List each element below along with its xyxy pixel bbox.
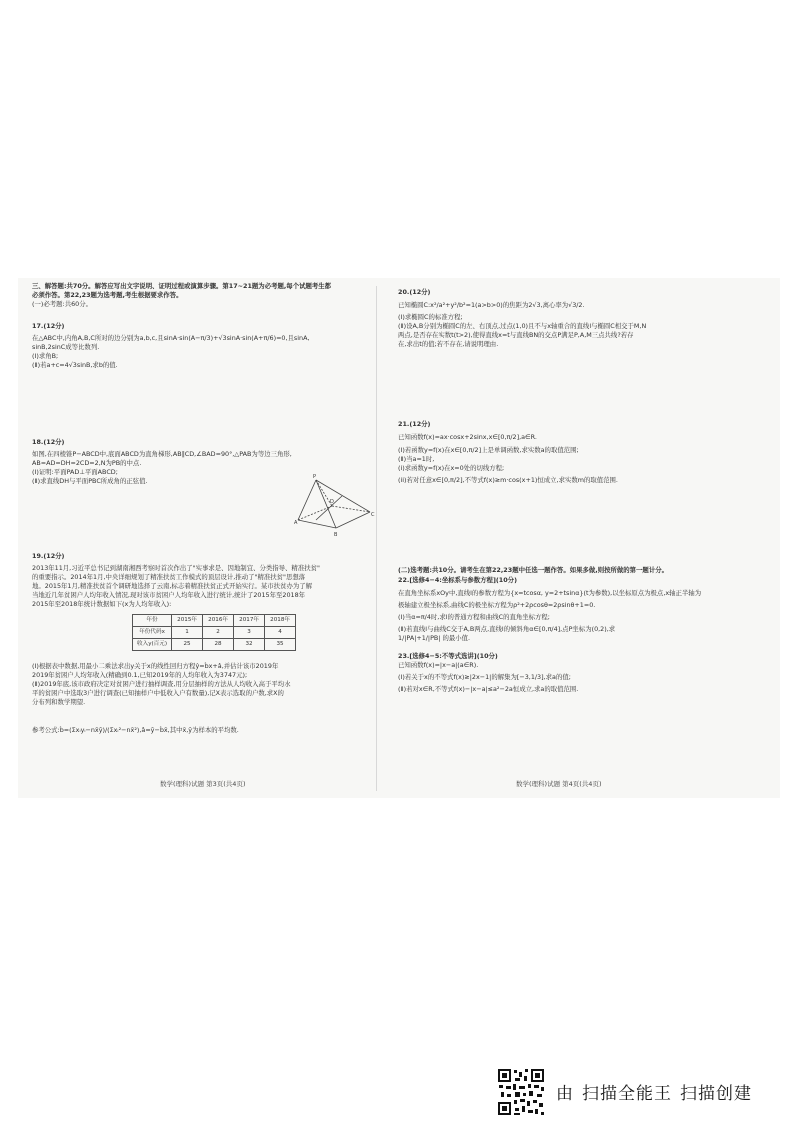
svg-text:A: A bbox=[294, 520, 298, 526]
qr-code-icon bbox=[497, 1068, 545, 1116]
question-23: 23.[选修4−5:不等式选讲](10分) 已知函数f(x)=|x−a|(a∈R). (Ⅰ)若关于x的不等式f(x)≥|2x−1|的解集为[−3,1/3],求a的值; (Ⅱ)若对x∈R,不等式f(x)−|x−a|≤a²−2a恒成立,求a的取值范围. bbox=[398, 652, 579, 693]
optional-heading: (二)选考题:共10分。请考生在第22,23题中任选一题作答。如果多做,则按所做的第一题计分。 bbox=[398, 566, 668, 574]
question-19-parts: (Ⅰ)根据表中数据,用最小二乘法求出y关于x的线性回归方程ŷ=b̂x+â,并估计该市2019年 2019年贫困户人均年收入(精确到0.1,已知2019年的人均年收入为3747元); (Ⅱ)2019年底,该市政府决定对贫困户进行抽样调查,用分层抽样的方法从人均收入高于平均水 平的贫困户中选取3户进行调查(已知抽样户中低收入户有数量),记X表示选取的户数,求X的 分布列和数学期望. bbox=[32, 662, 291, 706]
question-20: 20.(12分) 已知椭圆C:x²/a²+y²/b²=1(a>b>0)的焦距为2√3,离心率为√3/2. (Ⅰ)求椭圆C的标准方程; (Ⅱ)设A,B分别为椭圆C的左、右顶点,过点(1,0)且不与x轴重合的直线l与椭圆C相交于M,N 两点,是否存在实数t(t>2),使得直线x=t与直线BN的交点P满足P,A,M三点共线?若存 在,求出t的值;若不存在,请说明理由. bbox=[398, 288, 647, 348]
income-table bbox=[132, 614, 296, 651]
scanned-exam-sheet bbox=[18, 278, 780, 798]
question-22: 22.[选修4−4:坐标系与参数方程](10分) 在直角坐标系xOy中,直线l的参数方程为{x=tcosα, y=2+tsinα}(t为参数),以坐标原点为极点,x轴正半轴为 极轴建立极坐标系,曲线C的极坐标方程为ρ²+2ρcosθ=2ρsinθ+1=0. (Ⅰ)当α=π/4时,求l的普通方程和曲线C的直角坐标方程; (Ⅱ)若直线l与曲线C交于A,B两点,直线l的倾斜角α∈[0,π/4],点P坐标为(0,2),求 1/|PA|+1/|PB| 的最小值. bbox=[398, 576, 702, 642]
svg-text:C: C bbox=[371, 512, 375, 518]
svg-text:D: D bbox=[330, 499, 334, 505]
svg-text:B: B bbox=[334, 532, 338, 538]
table-row: 收入y(百元) 25 28 32 35 bbox=[133, 639, 296, 651]
question-21: 21.(12分) 已知函数f(x)=ax·cosx+2sinx,x∈[0,π/2],a∈R. (Ⅰ)若函数y=f(x)在x∈[0,π/2]上是单调函数,求实数a的取值范围; (Ⅱ)当a=1时, (i)求函数y=f(x)在x=0处的切线方程; (ii)若对任意x∈[0,π/2],不等式f(x)≥m·cos(x+1)恒成立,求实数m的取值范围. bbox=[398, 420, 618, 484]
section-heading: 三、解答题:共70分。解答应写出文字说明、证明过程或演算步骤。第17~21题为必考题,每个试题考生都 必须作答。第22,23题为选考题,考生根据要求作答。 (一)必考题:共60分。 bbox=[32, 282, 332, 308]
scanner-watermark: 由 扫描全能王 扫描创建 bbox=[556, 1084, 752, 1104]
table-row: 年份代码x 1 2 3 4 bbox=[133, 627, 296, 639]
page-footer-left: 数学(理科)试题 第3页(共4页) bbox=[160, 780, 246, 788]
svg-text:P: P bbox=[313, 474, 317, 480]
question-18: 18.(12分) 如图,在四棱锥P−ABCD中,底面ABCD为直角梯形,AB∥CD,∠BAD=90°,△PAB为等边三角形, AB=AD=DH=2CD=2,N为PB的中点. (Ⅰ)证明:平面PAD⊥平面ABCD; (Ⅱ)求直线DH与平面PBC所成角的正弦值. bbox=[32, 438, 292, 485]
pyramid-figure bbox=[294, 472, 376, 542]
reference-formula: 参考公式:b̂=(Σxᵢyᵢ−nx̄ȳ)/(Σxᵢ²−nx̄²),â=ȳ−b̂x̄,其中x̄,ȳ为样本的平均数. bbox=[32, 726, 239, 734]
question-19: 19.(12分) 2013年11月,习近平总书记到湖南湘西考察时首次作出了"实事求是、因地制宜、分类指导、精准扶贫" 的重要指示。2014年1月,中央详细规划了精准扶贫工作模式的顶层设计,推动了"精准扶贫"思想落 地。2015年1月,精准扶贫首个调研地选择了云南,标志着精准扶贫正式开始实行。某市扶贫办为了解 当地近几年贫困户人均年收入情况,现对该市贫困户人均年收入进行统计,统计了2015年至2018年 2015年至2018年统计数据如下(x为人均年收入): bbox=[32, 552, 320, 608]
page-footer-right: 数学(理科)试题 第4页(共4页) bbox=[516, 780, 602, 788]
page-divider bbox=[376, 286, 377, 791]
question-17: 17.(12分) 在△ABC中,内角A,B,C所对的边分别为a,b,c,且sinA·sin(A−π/3)+√3sinA·sin(A+π/6)=0,且sinA, sinB,2sinC成等比数列. (Ⅰ)求角B; (Ⅱ)若a+c=4√3sinB,求b的值. bbox=[32, 322, 310, 369]
table-row: 年份 2015年 2016年 2017年 2018年 bbox=[133, 615, 296, 627]
